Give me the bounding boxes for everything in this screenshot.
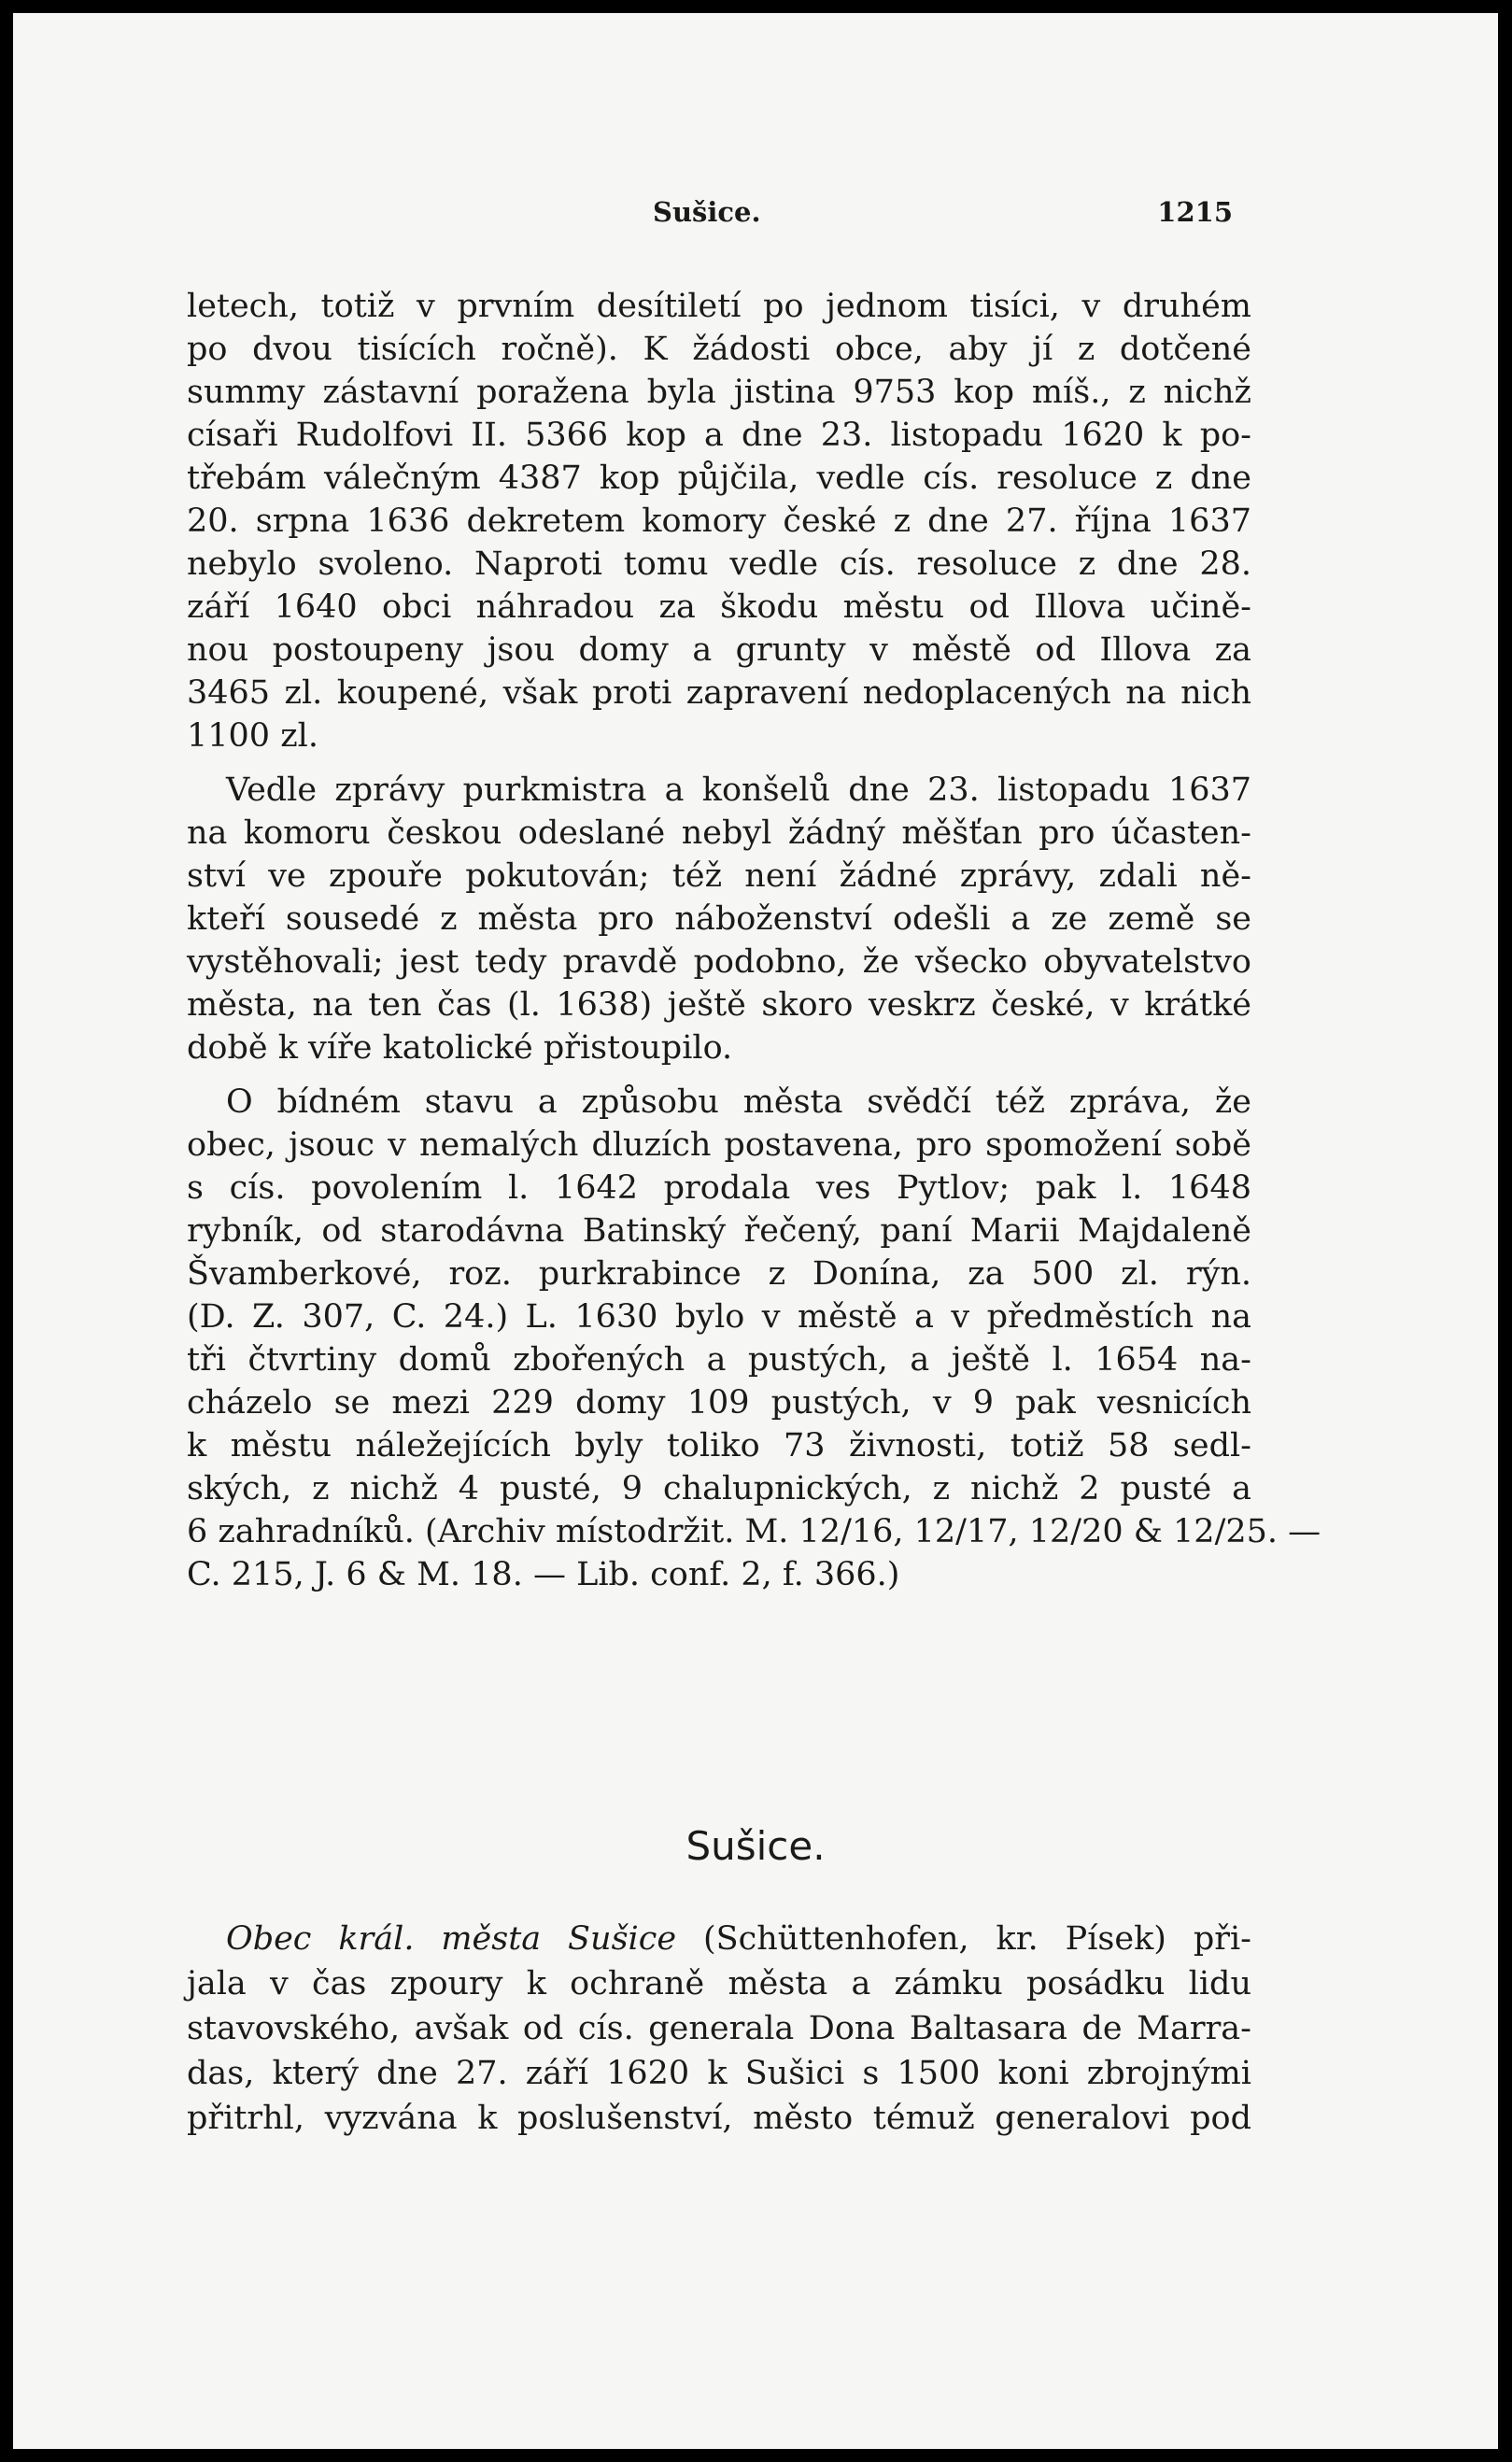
text-line: letech, totiž v prvním desítiletí po jednom tisíci, v druhém (187, 288, 1251, 325)
text-line: tři čtvrtiny domů zbořených a pustých, a ještě l. 1654 na- (187, 1341, 1251, 1379)
text-line: na komoru českou odeslané nebyl žádný měšťan pro účasten- (187, 814, 1251, 852)
text-line: 1100 zl. (187, 717, 318, 755)
text-line: 3465 zl. koupené, však proti zapravení nedoplacených na nich (187, 674, 1251, 712)
text-line: září 1640 obci náhradou za škodu městu od Illova učině- (187, 588, 1251, 626)
text-line: rybník, od starodávna Batinský řečený, paní Marii Majdaleně (187, 1212, 1251, 1250)
text-line: 20. srpna 1636 dekretem komory české z dne 27. října 1637 (187, 502, 1251, 540)
text-line: cházelo se mezi 229 domy 109 pustých, v 9 pak vesnicích (187, 1384, 1251, 1422)
text-line: třebám válečným 4387 kop půjčila, vedle cís. resoluce z dne (187, 460, 1251, 497)
page-header (13, 196, 1498, 233)
text-line: nebylo svoleno. Naproti tomu vedle cís. resoluce z dne 28. (187, 545, 1251, 583)
text-line: s cís. povolením l. 1642 prodala ves Pytlov; pak l. 1648 (187, 1169, 1251, 1207)
text-line: k městu náležejících byly toliko 73 živnosti, totiž 58 sedl- (187, 1427, 1251, 1464)
text-line: po dvou tisících ročně). K žádosti obce, aby jí z dotčené (187, 331, 1251, 368)
text-line: das, který dne 27. září 1620 k Sušici s 1500 koni zbrojnými (187, 2055, 1251, 2092)
scanned-page (13, 13, 1498, 2449)
text-line: O bídném stavu a způsobu města svědčí též zpráva, že (226, 1083, 1251, 1121)
text-line: stavovského, avšak od cís. generala Dona Baltasara de Marra- (187, 2010, 1251, 2047)
text-line: kteří sousedé z města pro náboženství odešli a ze země se (187, 900, 1251, 938)
italic-lead: Obec král. města Sušice (226, 1920, 677, 1958)
section-heading: Sušice. (685, 1823, 826, 1869)
text-line: císaři Rudolfovi II. 5366 kop a dne 23. listopadu 1620 k po- (187, 417, 1251, 454)
text-line: C. 215, J. 6 & M. 18. — Lib. conf. 2, f. 366.) (187, 1556, 900, 1593)
text-line: jala v čas zpoury k ochraně města a zámku posádku lidu (187, 1965, 1251, 2002)
text-line: Švamberkové, roz. purkrabince z Donína, za 500 zl. rýn. (187, 1255, 1251, 1293)
text-line: nou postoupeny jsou domy a grunty v městě od Illova za (187, 631, 1251, 669)
text-run: (Schüttenhofen, kr. Písek) při- (702, 1920, 1251, 1958)
text-line-first (226, 1920, 1251, 1958)
text-line: ství ve zpouře pokutován; též není žádné zprávy, zdali ně- (187, 857, 1251, 895)
page-number: 1215 (1157, 196, 1233, 228)
text-line: přitrhl, vyzvána k poslušenství, město témuž generalovi pod (187, 2100, 1251, 2137)
text-line: summy zástavní poražena byla jistina 9753 kop míš., z nichž (187, 374, 1251, 411)
text-line: době k víře katolické přistoupilo. (187, 1029, 733, 1067)
text-line: Vedle zprávy purkmistra a konšelů dne 23. listopadu 1637 (226, 771, 1251, 809)
text-line: (D. Z. 307, C. 24.) L. 1630 bylo v městě a v předměstích na (187, 1298, 1251, 1336)
text-line: obec, jsouc v nemalých dluzích postavena, pro spomožení sobě (187, 1126, 1251, 1164)
text-line: ských, z nichž 4 pusté, 9 chalupnických, z nichž 2 pusté a (187, 1470, 1251, 1507)
text-line: města, na ten čas (l. 1638) ještě skoro veskrz české, v krátké (187, 986, 1251, 1024)
text-line: 6 zahradníků. (Archiv místodržit. M. 12/16, 12/17, 12/20 & 12/25. — (187, 1513, 1321, 1550)
text-line: vystěhovali; jest tedy pravdě podobno, že všecko obyvatelstvo (187, 943, 1251, 981)
running-head: Sušice. (653, 196, 761, 228)
